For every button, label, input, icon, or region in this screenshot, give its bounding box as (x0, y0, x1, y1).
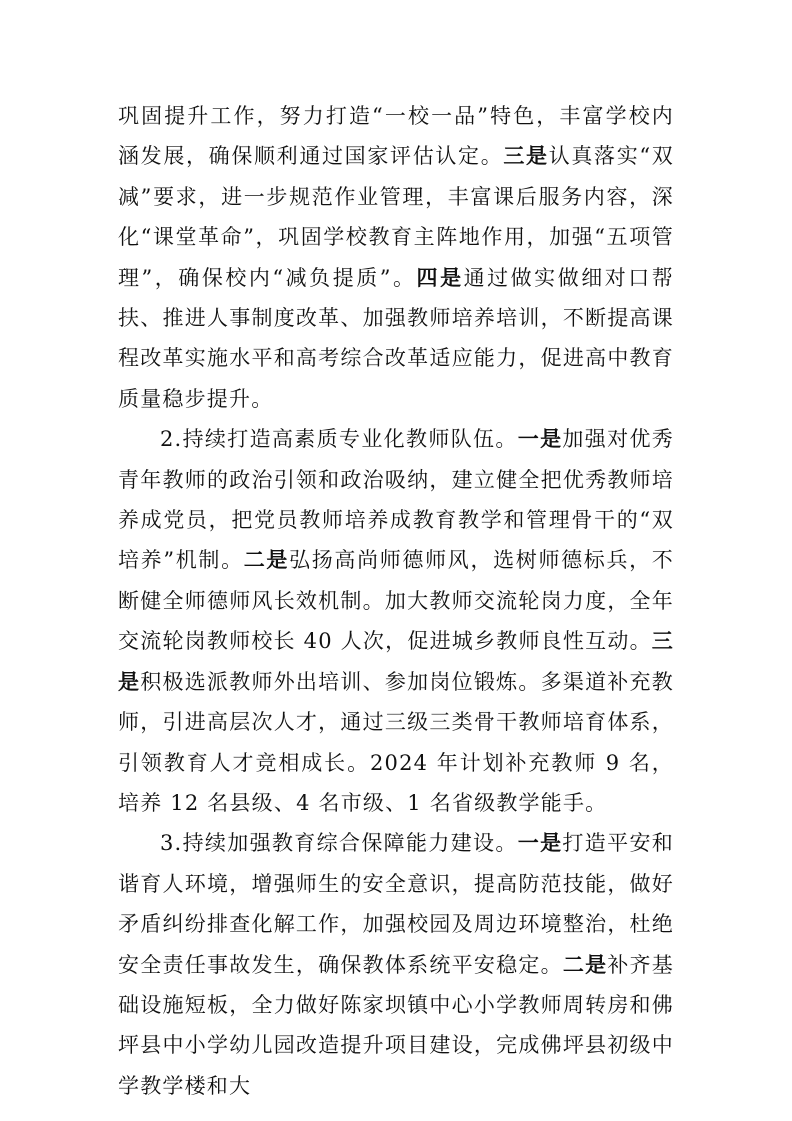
paragraph-support-capacity (118, 823, 674, 1106)
text-run: 弘扬高尚师德师风，选树师德标兵，不断健全师德师风长效机制。加大教师交流轮岗力度，全年交流轮岗教师校长 40 人次，促进城乡教师良性互动。 (118, 548, 674, 654)
text-run: 积极选派教师外出培训、参加岗位锻炼。多渠道补充教师，引进高层次人才，通过三级三类骨干教师培育体系，引领教育人才竞相成长。2024 年计划补充教师 9 名，培养 12 名县级、4 名市级、1 名省级教学能手。 (118, 669, 674, 815)
bold-marker: 三是 (503, 143, 549, 169)
bold-marker: 四是 (416, 264, 464, 290)
paragraph-teacher-team (118, 419, 674, 823)
text-run: 认真落实“双减”要求，进一步规范作业管理，丰富课后服务内容，深化“课堂革命”，巩固学校教育主阵地作用，加强“五项管理”，确保校内“减负提质”。 (118, 144, 674, 290)
bold-marker: 一是 (517, 830, 563, 856)
text-run: 2.持续打造高素质专业化教师队伍。 (160, 427, 518, 452)
bold-marker: 一是 (517, 426, 563, 452)
text-run: 加强对优秀青年教师的政治引领和政治吸纳，建立健全把优秀教师培养成党员，把党员教师培养成教育教学和管理骨干的“双培养”机制。 (118, 427, 674, 573)
bold-marker: 三是 (118, 628, 674, 694)
text-run: 打造平安和谐育人环境，增强师生的安全意识，提高防范技能，做好矛盾纠纷排查化解工作，加强校园及周边环境整治，杜绝安全责任事故发生，确保教体系统平安稳定。 (118, 831, 674, 977)
paragraph-continuation (118, 96, 674, 419)
text-run: 通过做实做细对口帮扶、推进人事制度改革、加强教师培养培训，不断提高课程改革实施水平和高考综合改革适应能力，促进高中教育质量稳步提升。 (118, 265, 674, 411)
text-run: 巩固提升工作，努力打造“一校一品”特色，丰富学校内涵发展，确保顺利通过国家评估认定。 (118, 104, 674, 169)
bold-marker: 二是 (562, 951, 608, 977)
text-run: 3.持续加强教育综合保障能力建设。 (160, 831, 518, 856)
bold-marker: 二是 (243, 547, 290, 573)
text-run: 补齐基础设施短板，全力做好陈家坝镇中心小学教师周转房和佛坪县中小学幼儿园改造提升项目建设，完成佛坪县初级中学教学楼和大 (118, 952, 674, 1098)
